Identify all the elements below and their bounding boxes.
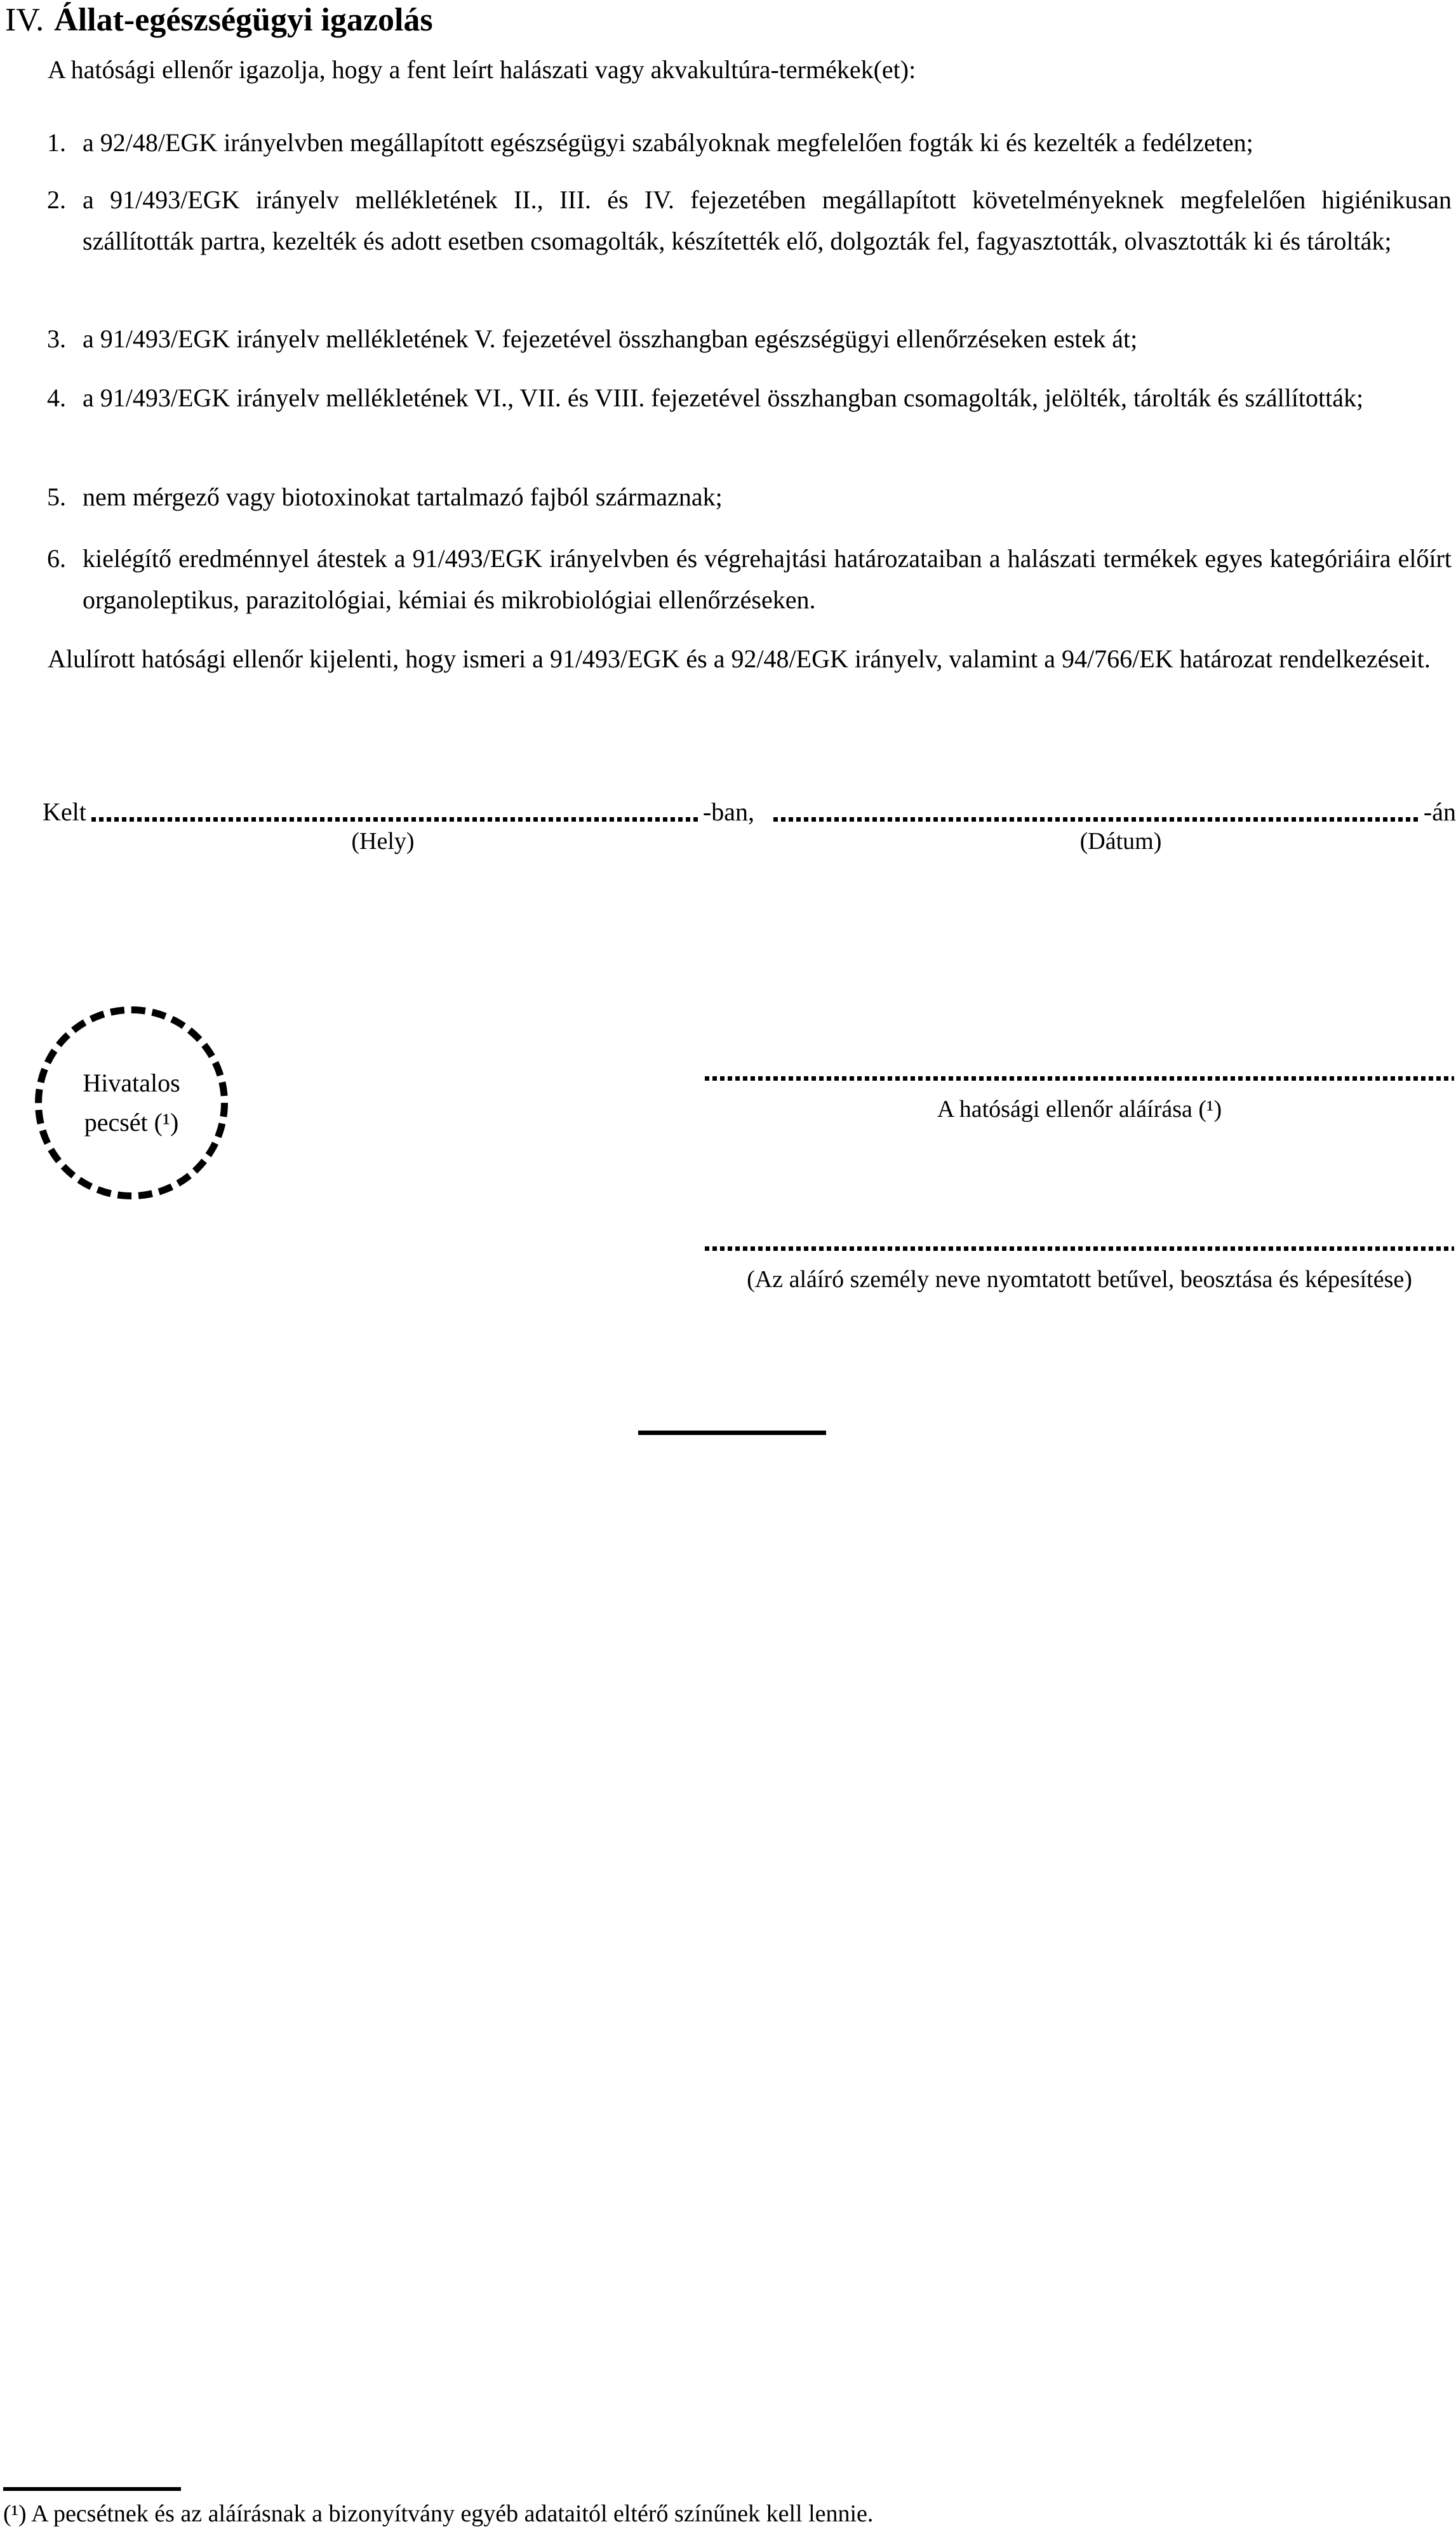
item-number: 4. bbox=[47, 384, 66, 412]
signer-name-label: (Az aláíró személy neve nyomtatott betűvel, beosztása és képesítése) bbox=[747, 1266, 1412, 1293]
kelt-prefix: Kelt bbox=[43, 797, 86, 826]
certification-item-3 bbox=[47, 318, 1452, 359]
item-text: a 92/48/EGK irányelvben megállapított egészségügyi szabályoknak megfelelően fogták ki és kezelték a fedélzeten; bbox=[83, 128, 1253, 157]
item-text: a 91/493/EGK irányelv mellékletének VI., VII. és VIII. fejezetével összhangban csomagolták, jelölték, tárolták és szállították; bbox=[83, 384, 1364, 412]
footnote-separator-rule bbox=[3, 2487, 181, 2491]
section-title bbox=[5, 1, 433, 39]
footnote-text: (¹) A pecsétnek és az aláírásnak a bizonyítvány egyéb adataitól eltérő színűnek kell lennie. bbox=[3, 2500, 874, 2527]
intro-paragraph: A hatósági ellenőr igazolja, hogy a fent leírt halászati vagy akvakultúra-termékek(et): bbox=[48, 55, 916, 84]
place-fill-in-line bbox=[91, 817, 698, 822]
section-numeral: IV. bbox=[5, 2, 44, 38]
official-stamp-circle bbox=[35, 1006, 228, 1199]
place-suffix: -ban, bbox=[702, 797, 754, 826]
date-label: (Dátum) bbox=[1079, 828, 1162, 855]
stamp-text-line1: Hivatalos bbox=[83, 1069, 180, 1097]
inspector-signature-label: A hatósági ellenőr aláírása (¹) bbox=[937, 1096, 1222, 1123]
item-number: 5. bbox=[47, 483, 66, 511]
item-number: 2. bbox=[47, 185, 66, 214]
item-number: 1. bbox=[47, 128, 66, 157]
declaration-paragraph: Alulírott hatósági ellenőr kijelenti, hogy ismeri a 91/493/EGK és a 92/48/EGK irányelv, valamint a 94/766/EK határozat rendelkezéseit. bbox=[48, 644, 1431, 673]
date-suffix: -án bbox=[1423, 797, 1456, 826]
item-text: a 91/493/EGK irányelv mellékletének V. fejezetével összhangban egészségügyi ellenőrzéseken estek át; bbox=[83, 324, 1138, 353]
section-title-text: Állat-egészségügyi igazolás bbox=[54, 2, 433, 38]
item-text: kielégítő eredménnyel átestek a 91/493/EGK irányelvben és végrehajtási határozataiban a halászati termékek egyes kategóriáira előírt organoleptikus, parazitológiai, kémiai és mikrobiológiai ellenőrzéseken. bbox=[83, 544, 1452, 614]
certification-item-6 bbox=[47, 538, 1452, 620]
end-of-document-rule bbox=[638, 1431, 826, 1435]
date-fill-in-line bbox=[773, 817, 1419, 822]
place-label: (Hely) bbox=[351, 828, 415, 855]
certification-item-5 bbox=[47, 476, 1452, 517]
item-number: 6. bbox=[47, 544, 66, 573]
signer-name-line bbox=[705, 1246, 1454, 1251]
stamp-text-line2: pecsét (¹) bbox=[84, 1108, 179, 1137]
inspector-signature-line bbox=[705, 1076, 1454, 1081]
certification-item-2 bbox=[47, 179, 1452, 262]
item-text: a 91/493/EGK irányelv mellékletének II., III. és IV. fejezetében megállapított követelményeknek megfelelően higiénikusan szállították partra, kezelték és adott esetben csomagolták, készítették elő, dolgozták fel, fagyasztották, olvasztották ki és tárolták; bbox=[83, 185, 1452, 255]
item-number: 3. bbox=[47, 324, 66, 353]
item-text: nem mérgező vagy biotoxinokat tartalmazó fajból származnak; bbox=[83, 483, 723, 511]
certification-item-4 bbox=[47, 377, 1452, 418]
certification-item-1 bbox=[47, 122, 1452, 163]
